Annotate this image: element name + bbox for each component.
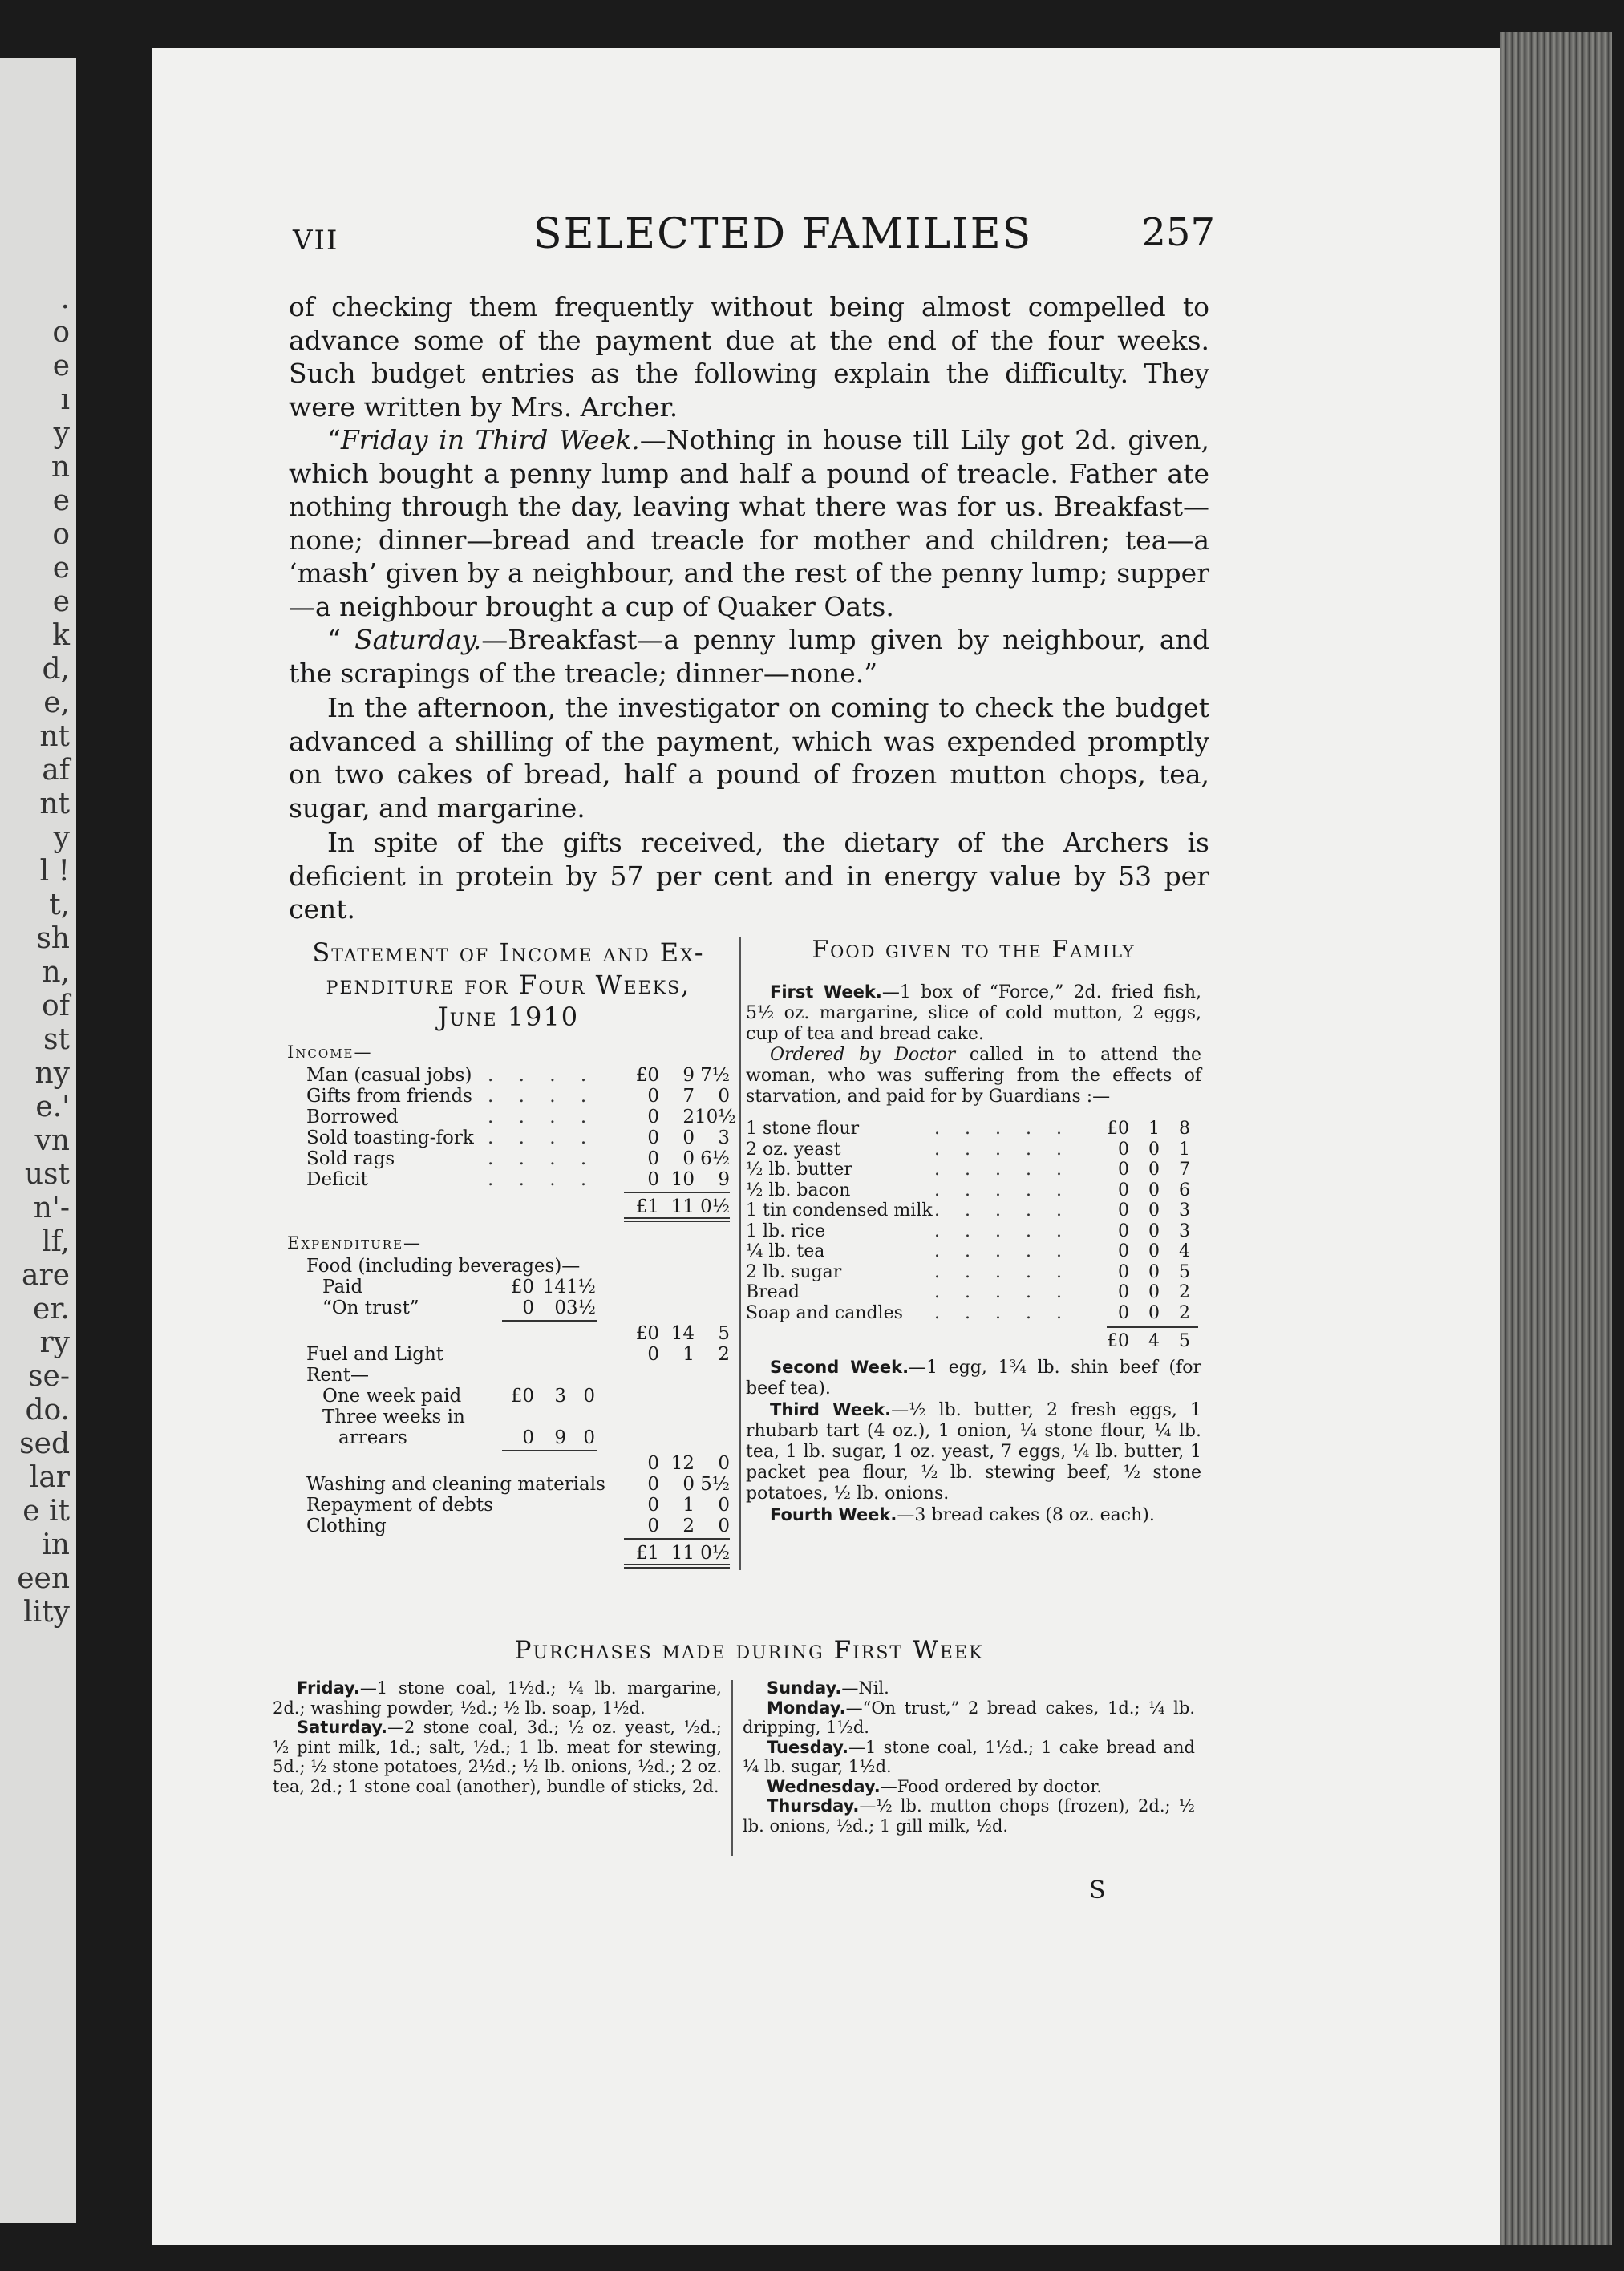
margin-fragment: ı [60,383,70,416]
page-title: SELECTED FAMILIES [533,210,1033,258]
margin-fragment: e [52,484,70,517]
food-item-row: ½ lb. bacon . . . . . 0 0 6 [746,1180,1190,1200]
fuel-row: Fuel and Light 0 1 2 [306,1344,730,1365]
statement-title: Statement of Income and Ex- penditure for Four Weeks, June 1910 [312,937,705,1032]
food-total-row: £0 14 5 [635,1323,730,1344]
margin-fragment: een [17,1562,70,1595]
left-page-text-fragments [14,282,70,1629]
margin-fragment: o [52,316,70,349]
left-page-edge [0,58,76,2223]
margin-fragment: vn [34,1124,70,1157]
food-heading: Food (including beverages)— [306,1256,581,1277]
purchase-saturday: Saturday.—2 stone coal, 3d.; ½ oz. yeast, ½d.; ½ pint milk, 1d.; salt, ½d.; 1 lb. meat for stewing, 5d.; ½ stone potatoes, 2½d.; ½ lb. onions, ½d.; 2 oz. tea, 2d.; 1 stone coal (another), bundle of sticks, 2d. [273,1718,722,1796]
margin-fragment: l ! [39,855,70,888]
expenditure-row: Washing and cleaning materials 0 0 5½ [306,1474,730,1495]
margin-fragment: e it [22,1495,70,1528]
expenditure-row: Clothing 0 2 0 [306,1516,730,1536]
fourth-week-entry: Fourth Week.—3 bread cakes (8 oz. each). [770,1504,1155,1525]
margin-fragment: e [52,585,70,618]
purchase-tuesday: Tuesday.—1 stone coal, 1½d.; 1 cake bread and ¼ lb. sugar, 1½d. [743,1737,1195,1776]
purchases-left-column [273,1678,722,1796]
income-statement: Statement of Income and Ex- penditure for Four Weeks, June 1910 Income— Man (casual jobs) . . . . £0 9 7½ Gifts from friends . . . . 0 7 0 Borrowed . . . . 0 2 10½ Sold toasting-fork . . . . 0 0 3 Sold rags . . . . 0 0 6½ Deficit . . . . 0 10 9 £1 11 0½ Expenditure— Food (including beverages)— Paid £0 14 1½ “On trust” 0 0 3½ £0 14 5 Fuel and Light 0 1 2 Rent— One week paid £0 3 0 Three weeks in arrears 0 9 0 0 12 0 Washing and cleaning materials 0 0 5½ Repayment of debts 0 1 0 Clothing 0 2 0 £1 11 0½ [287,937,730,1570]
margin-fragment: e [52,552,70,585]
income-rows [287,1065,736,1190]
margin-fragment: e, [43,686,70,719]
income-row: Man (casual jobs) . . . . £0 9 7½ [306,1065,730,1086]
margin-fragment: lity [23,1596,70,1629]
margin-fragment: in [42,1528,70,1561]
chapter-number: VII [293,225,339,257]
paragraph: In spite of the gifts received, the dietary of the Archers is deficient in protein by 57 per cent and in energy value by 53 per cent. [289,827,1209,925]
margin-fragment: k [52,619,70,652]
margin-fragment: ust [24,1158,70,1191]
purchase-sunday: Sunday.—Nil. [767,1678,889,1698]
margin-fragment: do. [25,1394,70,1427]
food-items-total: £0 4 5 [1107,1331,1190,1351]
food-item-row: Bread . . . . . 0 0 2 [746,1282,1190,1302]
rent-heading: Rent— [306,1365,369,1386]
expenditure-rows [287,1474,730,1536]
margin-fragment: t, [49,889,70,921]
margin-fragment: d, [42,653,70,686]
entry-heading: Friday in Third Week. [340,424,640,455]
body-text [289,290,1209,926]
food-item-row: 2 oz. yeast . . . . . 0 0 1 [746,1139,1190,1160]
purchase-monday: Monday.—“On trust,” 2 bread cakes, 1d.; ¼ lb. dripping, 1½d. [743,1698,1195,1737]
margin-fragment: o [52,518,70,551]
running-head [293,210,1215,266]
margin-fragment: n, [42,956,70,989]
food-paid-row: Paid £0 14 1½ [322,1277,596,1297]
purchases-title: Purchases made during First Week [514,1636,984,1665]
food-items-list [746,1119,1201,1323]
margin-fragment: lf, [42,1225,70,1258]
food-trust-row: “On trust” 0 0 3½ [322,1297,596,1318]
margin-fragment: nt [39,787,70,820]
column-divider [731,1680,733,1856]
purchase-thursday: Thursday.—½ lb. mutton chops (frozen), 2d.; ½ lb. onions, ½d.; 1 gill milk, ½d. [743,1796,1195,1836]
income-row: Sold rags . . . . 0 0 6½ [306,1148,730,1169]
income-row: Gifts from friends . . . . 0 7 0 [306,1086,730,1107]
margin-fragment: e [52,350,70,383]
food-item-row: ½ lb. butter . . . . . 0 0 7 [746,1160,1190,1180]
purchases-right-column [743,1678,1195,1836]
purchase-friday: Friday.—1 stone coal, 1½d.; ¼ lb. margarine, 2d.; washing powder, ½d.; ½ lb. soap, 1½d. [273,1678,722,1718]
margin-fragment: e.' [35,1091,70,1123]
expenditure-heading: Expenditure— [287,1233,423,1253]
income-row: Deficit . . . . 0 10 9 [306,1169,730,1190]
signature-mark: S [1089,1876,1106,1905]
margin-fragment: st [43,1023,70,1056]
expenditure-row: Repayment of debts 0 1 0 [306,1495,730,1516]
entry-heading: Saturday. [354,624,482,655]
ordered-by-doctor-entry: Ordered by Doctor called in to attend the woman, who was suffering from the effects of starvation, and paid for by Guardians :— [746,1045,1201,1107]
margin-fragment: ny [34,1057,70,1090]
margin-fragment: af [42,754,70,787]
margin-fragment: y [53,821,70,854]
diary-entry-friday: “Friday in Third Week.—Nothing in house till Lily got 2d. given, which bought a penny lump and half a pound of treacle. Father ate nothing through the day, leaving what there was for us. Breakfast—none; dinner—bread and treacle for mother and children; tea—a ‘mash’ given by a neighbour, and the rest of the penny lump; supper—a neighbour brought a cup of Quaker Oats. [289,424,1210,622]
food-item-row: ¼ lb. tea . . . . . 0 0 4 [746,1241,1190,1261]
income-heading: Income— [287,1042,373,1062]
second-week-entry: Second Week.—1 egg, 1¾ lb. shin beef (for beef tea). [746,1357,1201,1399]
margin-fragment: are [22,1259,70,1292]
rent-arrears-row: arrears 0 9 0 [338,1427,595,1448]
food-given-section [746,936,1202,1526]
book-page-edges [1500,32,1612,2245]
income-row: Sold toasting-fork . . . . 0 0 3 [306,1127,730,1148]
margin-fragment: lar [29,1461,70,1494]
purchase-wednesday: Wednesday.—Food ordered by doctor. [767,1776,1102,1796]
rent-total-row: 0 12 0 [647,1453,730,1474]
food-item-row: 1 lb. rice . . . . . 0 0 3 [746,1221,1190,1241]
column-divider [739,937,741,1570]
first-week-entry: First Week.—1 box of “Force,” 2d. fried fish, 5½ oz. margarine, slice of cold mutton, 2 eggs, cup of tea and bread cake. [746,982,1202,1044]
margin-fragment: nt [39,720,70,753]
margin-fragment: ry [39,1326,70,1359]
margin-fragment: of [42,990,70,1022]
food-item-row: 1 stone flour . . . . . £0 1 8 [746,1119,1190,1139]
food-item-row: 1 tin condensed milk . . . . . 0 0 3 [746,1200,1190,1221]
margin-fragment: sh [36,922,70,955]
rent-paid-row: One week paid £0 3 0 [322,1386,595,1407]
entry-text: —Breakfast—a penny lump given by neighbour, and the scrapings of the treacle; dinner—none.” [289,624,1209,689]
margin-fragment: er. [32,1293,70,1326]
diary-entry-saturday: “ Saturday.—Breakfast—a penny lump given by neighbour, and the scrapings of the treacle; dinner—none.” [289,624,1209,689]
margin-fragment: se- [28,1360,70,1393]
food-item-row: 2 lb. sugar . . . . . 0 0 5 [746,1261,1190,1282]
margin-fragment: sed [19,1427,70,1460]
margin-fragment: . [60,282,70,315]
entry-text: —Nothing in house till Lily got 2d. given, which bought a penny lump and half a pound of treacle. Father ate nothing through the day, leaving what there was for us. Breakfast—none; dinner—bread and treacle for mother and children; tea—a ‘mash’ given by a neighbour, and the rest of the penny lump; supper—a neighbour brought a cup of Quaker Oats. [289,424,1210,622]
food-item-row: Soap and candles . . . . . 0 0 2 [746,1302,1190,1323]
margin-fragment: n [51,451,70,484]
income-total-row: £1 11 0½ [635,1196,730,1217]
third-week-entry: Third Week.—½ lb. butter, 2 fresh eggs, 1 rhubarb tart (4 oz.), 1 onion, ¼ stone flour, ¼ lb. tea, 1 lb. sugar, 1 oz. yeast, 7 eggs, ¼ lb. butter, 1 packet pea flour, ½ lb. stewing beef, ½ stone potatoes, ½ lb. onions. [746,1399,1201,1504]
page-number: 257 [1141,210,1215,255]
expenditure-total-row: £1 11 0½ [635,1543,730,1564]
paragraph: In the afternoon, the investigator on coming to check the budget advanced a shilling of the payment, which was expended promptly on two cakes of bread, half a pound of frozen mutton chops, tea, sugar, and margarine. [289,692,1209,824]
food-given-title: Food given to the Family [812,936,1136,964]
income-row: Borrowed . . . . 0 2 10½ [306,1107,736,1127]
margin-fragment: n'- [33,1192,70,1225]
margin-fragment: y [53,417,70,450]
paragraph: of checking them frequently without being almost compelled to advance some of the payment due at the end of the four weeks. Such budget entries as the following explain the difficulty. They were written by Mrs. Archer. [289,291,1209,423]
